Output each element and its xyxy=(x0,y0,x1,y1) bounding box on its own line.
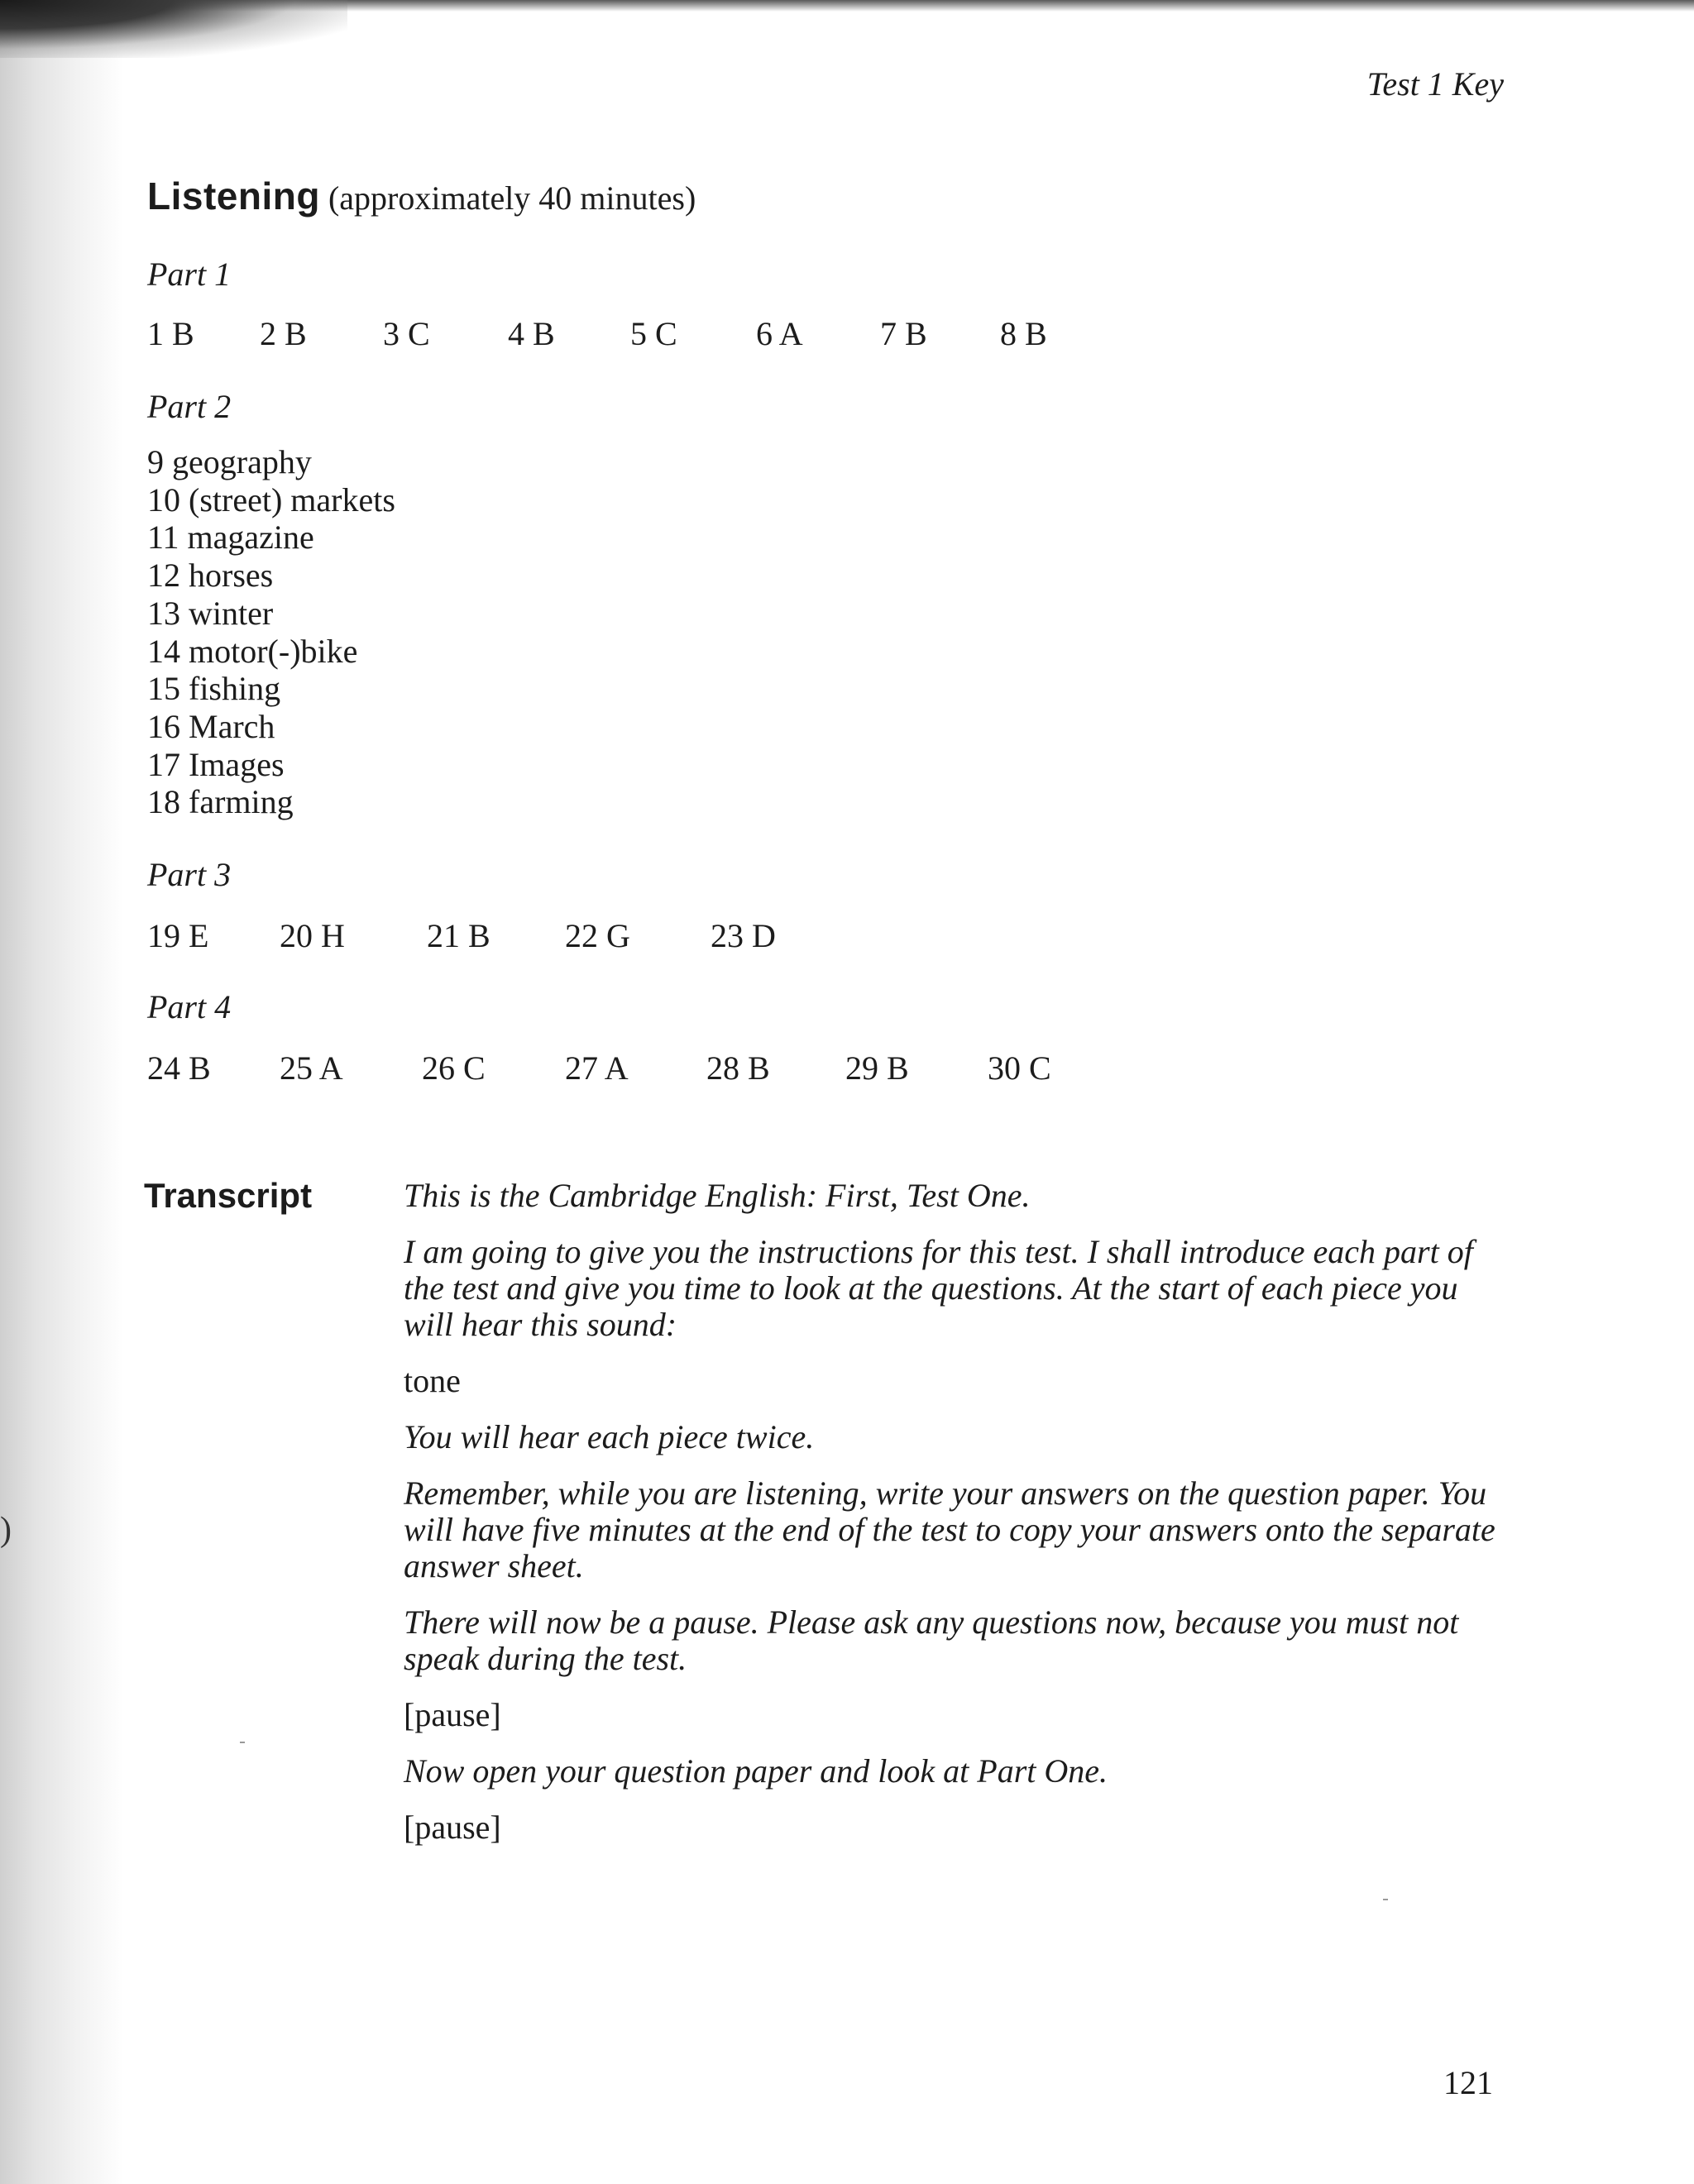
transcript-paragraph: [pause] xyxy=(404,1696,501,1733)
transcript-paragraph: [pause] xyxy=(404,1809,501,1846)
answer-item: 20 H xyxy=(280,917,345,954)
answer-item: 9 geography xyxy=(147,443,312,480)
answer-item: 6 A xyxy=(756,315,803,352)
answer-item: 14 motor(-)bike xyxy=(147,632,358,670)
answer-item: 1 B xyxy=(147,315,194,352)
edge-glyph-fragment: ) xyxy=(0,1511,12,1549)
part-1-title: Part 1 xyxy=(147,256,232,293)
part-3-title: Part 3 xyxy=(147,856,232,893)
transcript-paragraph: I am going to give you the instructions for this test. I shall introduce each part of the test and give you time to look at the questions. At the start of each piece you will hear this sound: xyxy=(404,1233,1473,1343)
answer-item: 8 B xyxy=(1000,315,1047,352)
answer-item: 11 magazine xyxy=(147,519,314,557)
answer-item: 25 A xyxy=(280,1049,343,1087)
part-4-title: Part 4 xyxy=(147,988,232,1025)
section-note: (approximately 40 minutes) xyxy=(328,179,696,217)
answer-item: 21 B xyxy=(427,917,490,954)
answer-item: 3 C xyxy=(383,315,430,352)
scan-speck xyxy=(240,1742,245,1743)
answer-item: 13 winter xyxy=(147,594,274,632)
transcript-paragraph: You will hear each piece twice. xyxy=(404,1418,815,1455)
transcript-paragraph: This is the Cambridge English: First, Test One. xyxy=(404,1177,1031,1214)
answer-item: 7 B xyxy=(880,315,927,352)
answer-item: 15 fishing xyxy=(147,670,281,708)
running-head: Test 1 Key xyxy=(1366,65,1504,103)
transcript-paragraph: Remember, while you are listening, write your answers on the question paper. You will have five minutes at the end of the test to copy your answers onto the separate answer sheet. xyxy=(404,1474,1495,1584)
section-title: Listening xyxy=(147,174,320,217)
book-gutter-shadow xyxy=(0,0,124,2184)
answer-item: 16 March xyxy=(147,707,275,745)
answer-item: 23 D xyxy=(711,917,776,954)
answer-item: 28 B xyxy=(706,1049,770,1087)
answer-item: 30 C xyxy=(988,1049,1051,1087)
answer-item: 19 E xyxy=(147,917,209,954)
scan-speck xyxy=(1383,1899,1388,1900)
part-2-answers xyxy=(147,443,395,821)
transcript-paragraph: tone xyxy=(404,1362,461,1399)
answer-item: 22 G xyxy=(565,917,630,954)
section-heading xyxy=(147,174,696,218)
answer-item: 29 B xyxy=(845,1049,909,1087)
answer-item: 2 B xyxy=(260,315,307,352)
part-2-title: Part 2 xyxy=(147,388,232,425)
transcript-paragraph: There will now be a pause. Please ask any questions now, because you must not speak during the test. xyxy=(404,1603,1459,1677)
transcript-body xyxy=(404,1178,1504,1866)
answer-item: 5 C xyxy=(630,315,677,352)
answer-item: 26 C xyxy=(422,1049,486,1087)
page-number: 121 xyxy=(1443,2064,1493,2101)
page-corner-shadow xyxy=(0,0,347,58)
answer-item: 10 (street) markets xyxy=(147,480,395,519)
answer-item: 24 B xyxy=(147,1049,211,1087)
answer-item: 12 horses xyxy=(147,557,274,595)
answer-item: 4 B xyxy=(508,315,555,352)
transcript-paragraph: Now open your question paper and look at Part One. xyxy=(404,1752,1108,1790)
transcript-label: Transcript xyxy=(144,1176,313,1215)
answer-item: 17 Images xyxy=(147,745,285,783)
answer-item: 27 A xyxy=(565,1049,629,1087)
answer-item: 18 farming xyxy=(147,783,294,821)
